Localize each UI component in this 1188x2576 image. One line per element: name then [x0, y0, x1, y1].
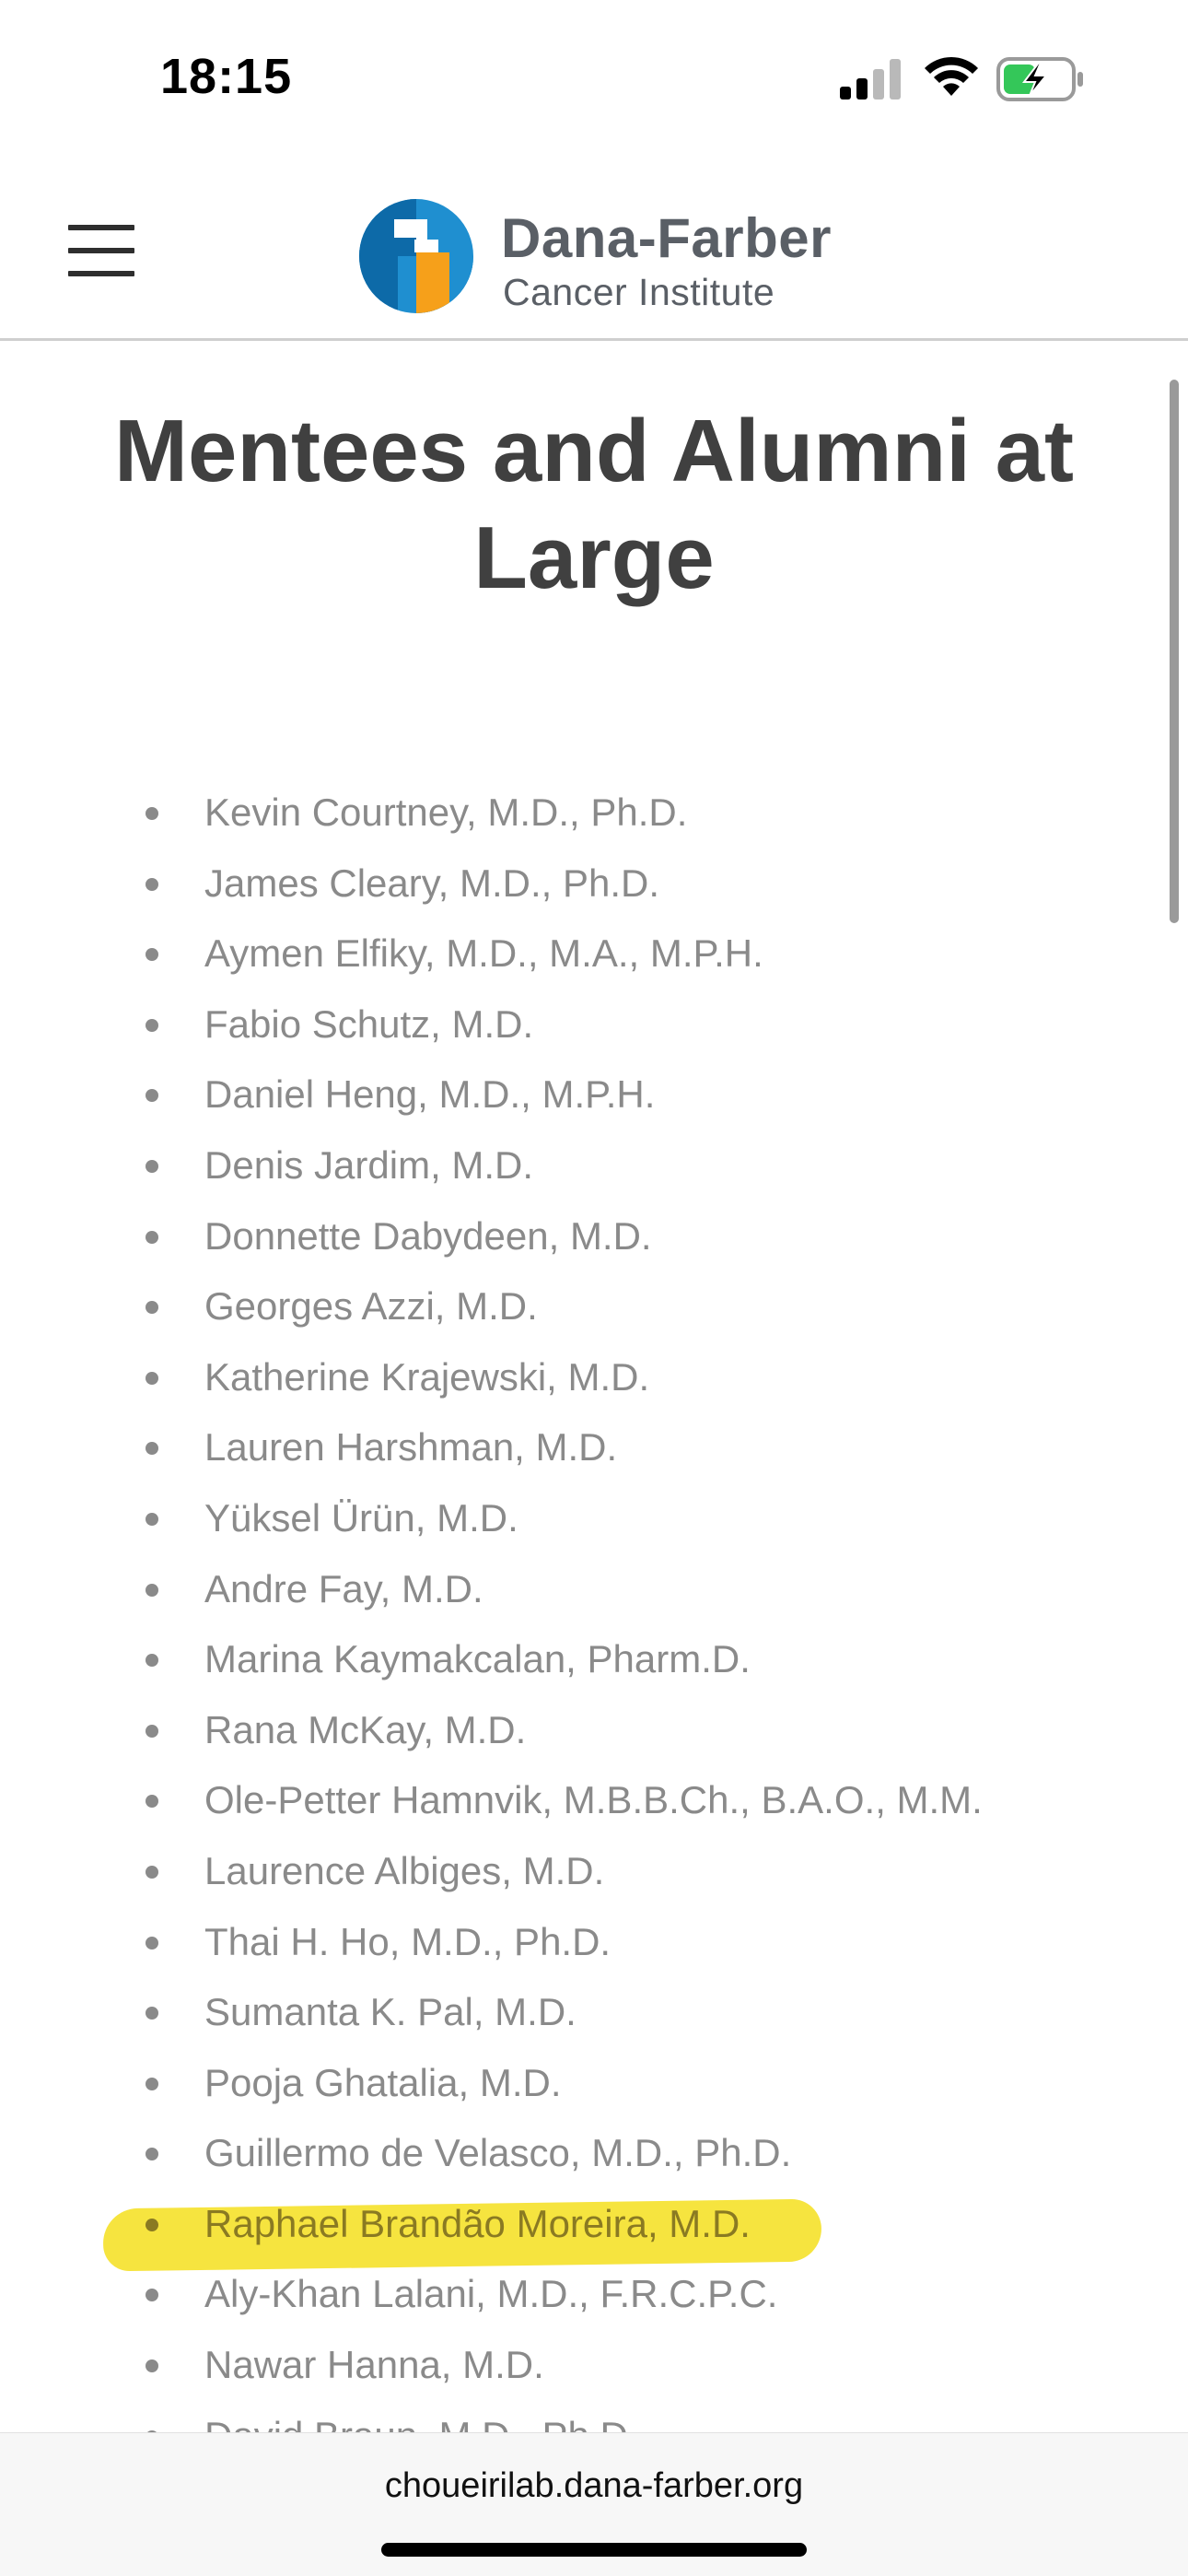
mentee-name: Daniel Heng, M.D., M.P.H.: [204, 1072, 656, 1117]
home-indicator[interactable]: [381, 2543, 807, 2557]
list-item: [0, 1483, 1188, 1554]
mentee-name: Aymen Elfiky, M.D., M.A., M.P.H.: [204, 931, 763, 976]
mentee-name: Marina Kaymakcalan, Pharm.D.: [204, 1637, 751, 1681]
bullet-icon: [146, 1019, 158, 1032]
mentee-name: Laurence Albiges, M.D.: [204, 1848, 605, 1892]
bullet-icon: [146, 2219, 158, 2231]
list-item: [0, 2048, 1188, 2119]
mentee-name: Nawar Hanna, M.D.: [204, 2343, 544, 2387]
bullet-icon: [146, 1160, 158, 1173]
status-time: 18:15: [160, 49, 293, 104]
list-item: [0, 1695, 1188, 1766]
list-item: [0, 1130, 1188, 1201]
bullet-icon: [146, 2148, 158, 2160]
list-item: [0, 1342, 1188, 1413]
bullet-icon: [146, 1372, 158, 1385]
logo-subtitle: Cancer Institute: [503, 271, 775, 313]
mentee-list: [0, 778, 1188, 2471]
bullet-icon: [146, 1795, 158, 1808]
list-item: [0, 1271, 1188, 1342]
list-item: [0, 1836, 1188, 1907]
list-item: [0, 1554, 1188, 1625]
mentee-name: Aly-Khan Lalani, M.D., F.R.C.P.C.: [204, 2272, 778, 2316]
mentee-name: Andre Fay, M.D.: [204, 1566, 483, 1610]
bullet-icon: [146, 1725, 158, 1738]
list-item: [0, 1907, 1188, 1978]
mentee-name: Rana McKay, M.D.: [204, 1707, 527, 1751]
logo-mark-icon: [357, 197, 475, 315]
battery-charging-icon: [996, 57, 1085, 101]
list-item: [0, 1977, 1188, 2048]
mentee-name: Lauren Harshman, M.D.: [204, 1425, 618, 1469]
bullet-icon: [146, 1513, 158, 1526]
mentee-name: Yüksel Ürün, M.D.: [204, 1495, 518, 1540]
bullet-icon: [146, 2007, 158, 2020]
bullet-icon: [146, 1089, 158, 1102]
url-text[interactable]: choueirilab.dana-farber.org: [384, 2466, 804, 2505]
bullet-icon: [146, 878, 158, 891]
bullet-icon: [146, 1584, 158, 1597]
mentee-name: Fabio Schutz, M.D.: [204, 1001, 534, 1046]
list-item: [0, 2330, 1188, 2401]
mentee-name: Georges Azzi, M.D.: [204, 1284, 538, 1329]
mentee-name: Donnette Dabydeen, M.D.: [204, 1213, 652, 1258]
list-item: [0, 778, 1188, 849]
bullet-icon: [146, 807, 158, 820]
bullet-icon: [146, 1937, 158, 1950]
logo-name: Dana-Farber: [501, 207, 832, 269]
cellular-signal-icon: [840, 59, 904, 100]
bullet-icon: [146, 1654, 158, 1667]
mentee-name: Pooja Ghatalia, M.D.: [204, 2060, 562, 2104]
list-item: [0, 919, 1188, 989]
dana-farber-logo[interactable]: [357, 197, 836, 317]
mentee-name: Ole-Petter Hamnvik, M.B.B.Ch., B.A.O., M.M.: [204, 1778, 983, 1822]
list-item: [0, 1201, 1188, 1272]
hamburger-menu-icon[interactable]: [68, 225, 134, 276]
mentee-name: James Cleary, M.D., Ph.D.: [204, 861, 659, 905]
mentee-name: Raphael Brandão Moreira, M.D.: [204, 2201, 751, 2245]
page-title: Mentees and Alumni at Large: [114, 402, 1074, 607]
list-item: [0, 1412, 1188, 1483]
mentee-name: Thai H. Ho, M.D., Ph.D.: [204, 1919, 611, 1963]
list-item: [0, 1624, 1188, 1695]
bullet-icon: [146, 2289, 158, 2301]
list-item: [0, 2118, 1188, 2189]
mentee-name: Kevin Courtney, M.D., Ph.D.: [204, 790, 688, 834]
list-item: [0, 2259, 1188, 2330]
status-bar: [0, 0, 1188, 157]
bullet-icon: [146, 1442, 158, 1455]
mentee-name: Katherine Krajewski, M.D.: [204, 1354, 650, 1399]
bullet-icon: [146, 1231, 158, 1244]
bullet-icon: [146, 1301, 158, 1314]
list-item: [0, 1765, 1188, 1836]
wifi-icon: [923, 55, 980, 98]
site-header: [0, 157, 1188, 341]
mentee-name: Denis Jardim, M.D.: [204, 1142, 534, 1187]
list-item: [0, 1060, 1188, 1130]
list-item: [0, 989, 1188, 1060]
mentee-name: Guillermo de Velasco, M.D., Ph.D.: [204, 2131, 792, 2175]
bullet-icon: [146, 1866, 158, 1879]
bullet-icon: [146, 2078, 158, 2090]
list-item: [0, 849, 1188, 919]
list-item: [0, 2189, 1188, 2260]
bullet-icon: [146, 2359, 158, 2372]
bullet-icon: [146, 948, 158, 961]
mentee-name: Sumanta K. Pal, M.D.: [204, 1990, 577, 2034]
